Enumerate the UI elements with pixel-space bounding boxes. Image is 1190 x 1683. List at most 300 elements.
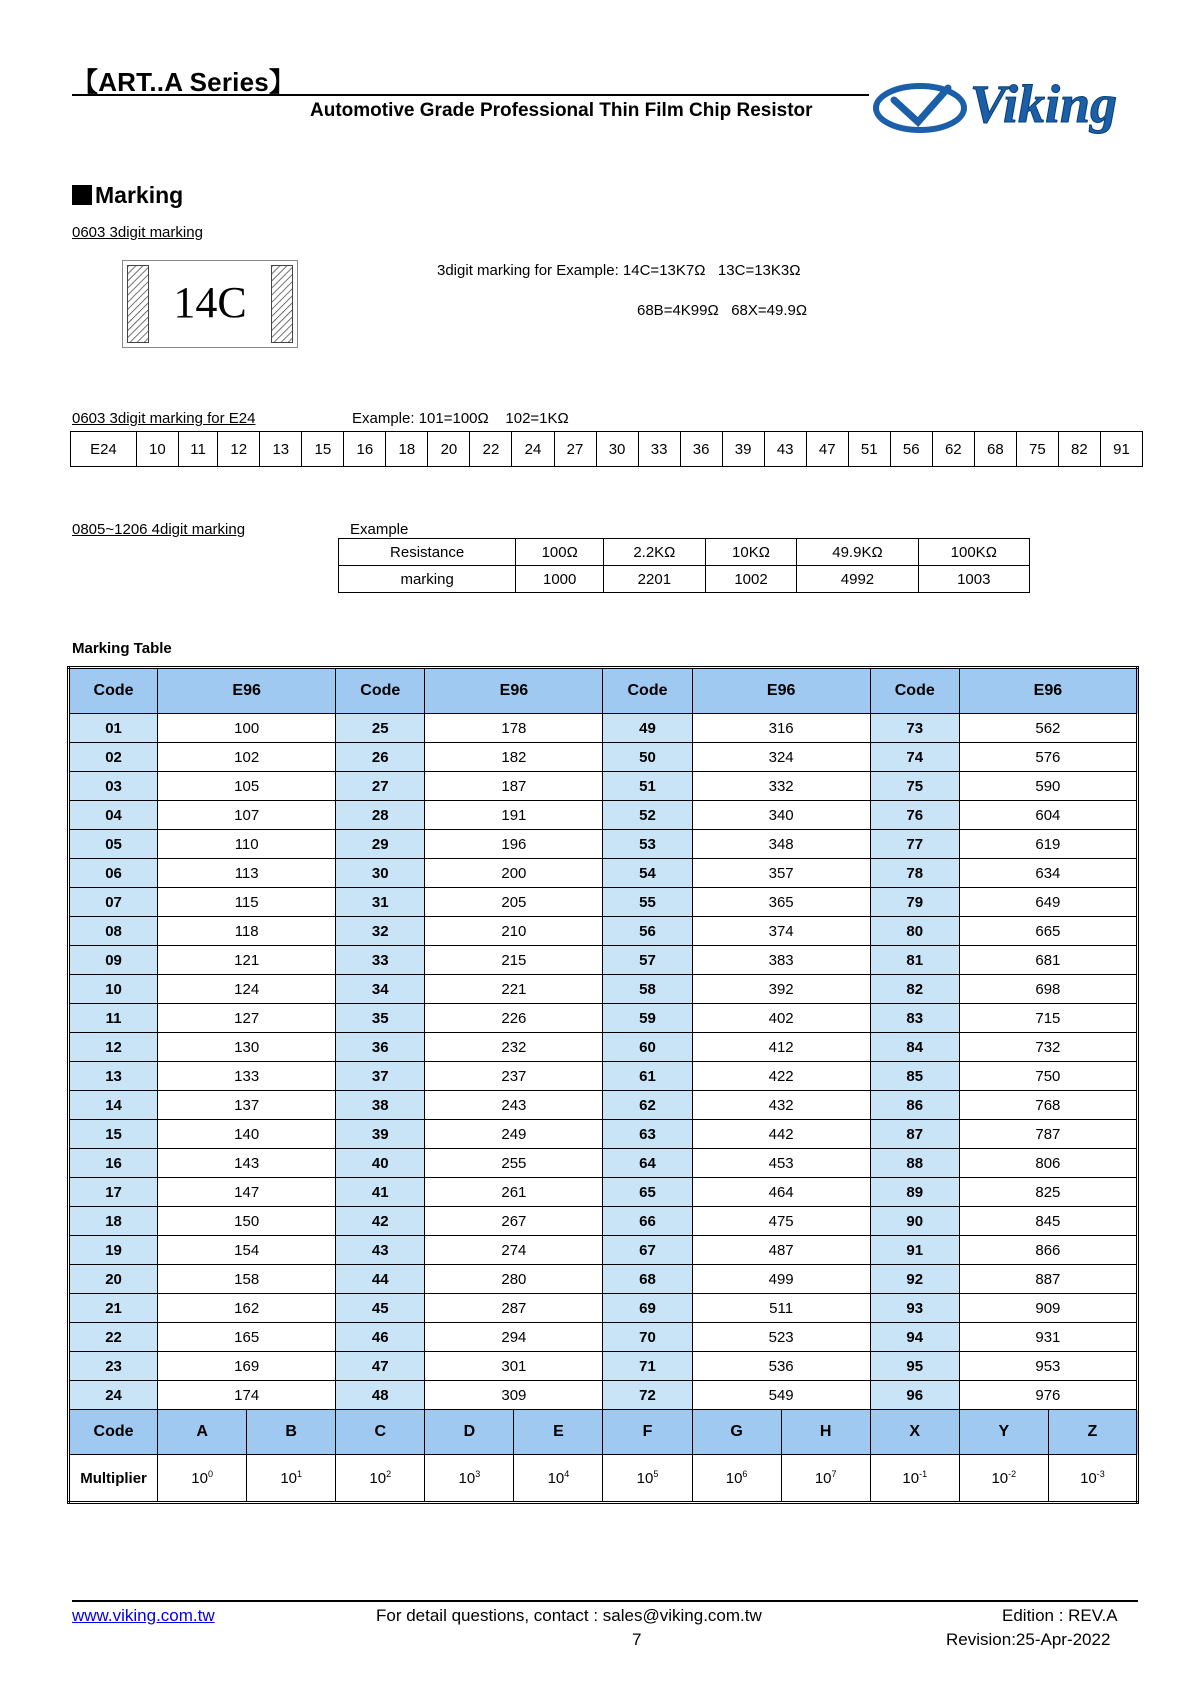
code-cell: 75	[870, 772, 959, 801]
e96-value-cell: 475	[692, 1207, 870, 1236]
e96-value-cell: 118	[158, 917, 336, 946]
code-cell: 69	[603, 1294, 692, 1323]
code-cell: 21	[69, 1294, 158, 1323]
e96-value-cell: 255	[425, 1149, 603, 1178]
code-cell: 08	[69, 917, 158, 946]
code-cell: 83	[870, 1004, 959, 1033]
e96-value-cell: 267	[425, 1207, 603, 1236]
e96-value-cell: 750	[959, 1062, 1137, 1091]
code-cell: 68	[603, 1265, 692, 1294]
label-e24-marking: 0603 3digit marking for E24	[72, 410, 256, 427]
code-cell: 30	[336, 859, 425, 888]
code-header: Code	[336, 668, 425, 714]
chip-code: 14C	[173, 278, 247, 327]
code-cell: 95	[870, 1352, 959, 1381]
code-header: Code	[69, 668, 158, 714]
e96-value-cell: 280	[425, 1265, 603, 1294]
code-cell: 73	[870, 714, 959, 743]
table-row	[69, 1294, 1138, 1323]
multiplier-base: 10	[547, 1470, 565, 1487]
e96-value-cell: 178	[425, 714, 603, 743]
e24-value-cell: 20	[428, 432, 470, 467]
website-link[interactable]: www.viking.com.tw	[72, 1606, 215, 1625]
e96-value-cell: 392	[692, 975, 870, 1004]
multiplier-exponent: -3	[1096, 1469, 1105, 1479]
document-subtitle: Automotive Grade Professional Thin Film Chip Resistor	[310, 100, 813, 121]
e24-value-cell: 39	[722, 432, 764, 467]
code-cell: 76	[870, 801, 959, 830]
e96-value-cell: 249	[425, 1120, 603, 1149]
e96-header: E96	[158, 668, 336, 714]
code-cell: 47	[336, 1352, 425, 1381]
code-cell: 50	[603, 743, 692, 772]
e96-value-cell: 374	[692, 917, 870, 946]
e96-value-cell: 113	[158, 859, 336, 888]
code-cell: 54	[603, 859, 692, 888]
code-cell: 67	[603, 1236, 692, 1265]
code-cell: 01	[69, 714, 158, 743]
e96-value-cell: 205	[425, 888, 603, 917]
code-cell: 59	[603, 1004, 692, 1033]
e96-value-cell: 232	[425, 1033, 603, 1062]
resistance-cell: 2.2KΩ	[604, 539, 706, 566]
e96-value-cell: 150	[158, 1207, 336, 1236]
code-cell: 62	[603, 1091, 692, 1120]
code-cell: 63	[603, 1120, 692, 1149]
multiplier-code-cell: G	[692, 1410, 781, 1455]
e96-value-cell: 261	[425, 1178, 603, 1207]
multiplier-exponent: 0	[207, 1469, 213, 1479]
e96-value-cell: 768	[959, 1091, 1137, 1120]
e24-value-cell: 43	[764, 432, 806, 467]
table-row	[69, 830, 1138, 859]
resistance-cell: 100Ω	[516, 539, 604, 566]
code-cell: 72	[603, 1381, 692, 1410]
code-cell: 04	[69, 801, 158, 830]
multiplier-value-cell	[1048, 1455, 1137, 1503]
e24-value-cell: 13	[260, 432, 302, 467]
e96-value-cell: 133	[158, 1062, 336, 1091]
e96-value-cell: 154	[158, 1236, 336, 1265]
e24-header-cell: E24	[71, 432, 137, 467]
code-cell: 28	[336, 801, 425, 830]
e96-value-cell: 332	[692, 772, 870, 801]
e96-value-cell: 143	[158, 1149, 336, 1178]
e96-value-cell: 590	[959, 772, 1137, 801]
e96-value-cell: 931	[959, 1323, 1137, 1352]
e96-value-cell: 237	[425, 1062, 603, 1091]
multiplier-value-cell	[870, 1455, 959, 1503]
multiplier-code-cell: X	[870, 1410, 959, 1455]
table-row	[69, 801, 1138, 830]
e96-value-cell: 383	[692, 946, 870, 975]
e24-value-cell: 51	[848, 432, 890, 467]
square-bullet-icon	[72, 185, 92, 205]
e96-value-cell: 107	[158, 801, 336, 830]
marking-cell: 1002	[705, 566, 797, 593]
table-row	[69, 714, 1138, 743]
code-cell: 42	[336, 1207, 425, 1236]
marking-cell: 1000	[516, 566, 604, 593]
e96-value-cell: 442	[692, 1120, 870, 1149]
code-cell: 77	[870, 830, 959, 859]
e96-value-cell: 105	[158, 772, 336, 801]
marking-table	[67, 666, 1139, 1504]
code-cell: 34	[336, 975, 425, 1004]
code-cell: 51	[603, 772, 692, 801]
multiplier-code-cell: E	[514, 1410, 603, 1455]
e24-value-cell: 22	[470, 432, 512, 467]
table-row	[69, 946, 1138, 975]
multiplier-code-row	[69, 1410, 1138, 1455]
code-cell: 71	[603, 1352, 692, 1381]
code-cell: 03	[69, 772, 158, 801]
code-cell: 88	[870, 1149, 959, 1178]
code-cell: 12	[69, 1033, 158, 1062]
table-row	[69, 1033, 1138, 1062]
e96-value-cell: 487	[692, 1236, 870, 1265]
label-4digit-marking: 0805~1206 4digit marking	[72, 521, 246, 538]
e96-value-cell: 464	[692, 1178, 870, 1207]
code-cell: 55	[603, 888, 692, 917]
table-row	[69, 1236, 1138, 1265]
code-cell: 61	[603, 1062, 692, 1091]
e24-value-cell: 12	[218, 432, 260, 467]
multiplier-base: 10	[191, 1470, 208, 1487]
e96-value-cell: 402	[692, 1004, 870, 1033]
multiplier-code-cell: Y	[959, 1410, 1048, 1455]
e96-value-cell: 576	[959, 743, 1137, 772]
section-title	[72, 182, 183, 209]
e96-value-cell: 324	[692, 743, 870, 772]
series-title: 【ART..A Series】	[72, 67, 296, 97]
code-cell: 20	[69, 1265, 158, 1294]
example-4digit-table	[338, 538, 1030, 593]
e96-value-cell: 169	[158, 1352, 336, 1381]
code-cell: 94	[870, 1323, 959, 1352]
resistance-cell: 100KΩ	[918, 539, 1029, 566]
table-row	[69, 888, 1138, 917]
multiplier-base: 10	[991, 1470, 1009, 1487]
multiplier-value-cell	[781, 1455, 870, 1503]
code-cell: 27	[336, 772, 425, 801]
table-row	[69, 772, 1138, 801]
code-cell: 64	[603, 1149, 692, 1178]
e96-value-cell: 845	[959, 1207, 1137, 1236]
table-row	[69, 917, 1138, 946]
e24-value-cell: 36	[680, 432, 722, 467]
code-cell: 58	[603, 975, 692, 1004]
revision: Revision:25-Apr-2022	[946, 1630, 1111, 1649]
code-cell: 06	[69, 859, 158, 888]
e96-value-cell: 681	[959, 946, 1137, 975]
example-4digit-label: Example	[350, 521, 409, 538]
e96-value-cell: 137	[158, 1091, 336, 1120]
e96-value-cell: 121	[158, 946, 336, 975]
e96-value-cell: 174	[158, 1381, 336, 1410]
section-title-text: Marking	[95, 182, 184, 208]
code-cell: 37	[336, 1062, 425, 1091]
code-cell: 43	[336, 1236, 425, 1265]
marking-cell: 1003	[918, 566, 1029, 593]
e96-value-cell: 100	[158, 714, 336, 743]
e96-value-cell: 453	[692, 1149, 870, 1178]
e96-value-cell: 200	[425, 859, 603, 888]
code-cell: 16	[69, 1149, 158, 1178]
e24-value-cell: 82	[1058, 432, 1100, 467]
table-row	[69, 1004, 1138, 1033]
table-row	[69, 975, 1138, 1004]
multiplier-exponent: 3	[475, 1469, 481, 1479]
code-cell: 10	[69, 975, 158, 1004]
code-cell: 17	[69, 1178, 158, 1207]
e96-value-cell: 294	[425, 1323, 603, 1352]
multiplier-value-cell	[158, 1455, 247, 1503]
e24-value-cell: 47	[806, 432, 848, 467]
e96-value-cell: 604	[959, 801, 1137, 830]
code-cell: 70	[603, 1323, 692, 1352]
e24-value-cell: 30	[596, 432, 638, 467]
label-3digit-marking: 0603 3digit marking	[72, 224, 203, 241]
table-row	[69, 743, 1138, 772]
code-cell: 11	[69, 1004, 158, 1033]
code-cell: 39	[336, 1120, 425, 1149]
code-cell: 05	[69, 830, 158, 859]
multiplier-code-cell: D	[425, 1410, 514, 1455]
e96-value-cell: 196	[425, 830, 603, 859]
viking-logo	[872, 70, 1142, 140]
e96-value-cell: 365	[692, 888, 870, 917]
e96-value-cell: 787	[959, 1120, 1137, 1149]
multiplier-value-cell	[692, 1455, 781, 1503]
e96-value-cell: 665	[959, 917, 1137, 946]
multiplier-exponent: 7	[831, 1469, 837, 1479]
e96-value-cell: 182	[425, 743, 603, 772]
multiplier-value-cell	[425, 1455, 514, 1503]
code-cell: 81	[870, 946, 959, 975]
multiplier-code-header: Code	[69, 1410, 158, 1455]
table-row	[69, 1381, 1138, 1410]
e96-value-cell: 301	[425, 1352, 603, 1381]
code-cell: 38	[336, 1091, 425, 1120]
multiplier-exponent: -1	[919, 1469, 928, 1479]
e24-value-cell: 91	[1100, 432, 1142, 467]
multiplier-header: Multiplier	[69, 1455, 158, 1503]
e96-value-cell: 191	[425, 801, 603, 830]
e96-value-cell: 187	[425, 772, 603, 801]
multiplier-base: 10	[1080, 1470, 1097, 1487]
code-cell: 92	[870, 1265, 959, 1294]
multiplier-exponent: 6	[742, 1469, 748, 1479]
e96-value-cell: 130	[158, 1033, 336, 1062]
e96-value-cell: 715	[959, 1004, 1137, 1033]
e96-value-cell: 226	[425, 1004, 603, 1033]
e24-value-cell: 10	[136, 432, 178, 467]
e96-value-cell: 866	[959, 1236, 1137, 1265]
e96-value-cell: 115	[158, 888, 336, 917]
e96-value-cell: 536	[692, 1352, 870, 1381]
e96-value-cell: 634	[959, 859, 1137, 888]
code-cell: 89	[870, 1178, 959, 1207]
e96-value-cell: 221	[425, 975, 603, 1004]
code-cell: 57	[603, 946, 692, 975]
code-cell: 46	[336, 1323, 425, 1352]
e24-value-cell: 18	[386, 432, 428, 467]
code-cell: 19	[69, 1236, 158, 1265]
code-cell: 93	[870, 1294, 959, 1323]
table-row	[69, 1323, 1138, 1352]
code-cell: 24	[69, 1381, 158, 1410]
code-cell: 07	[69, 888, 158, 917]
code-cell: 85	[870, 1062, 959, 1091]
e96-value-cell: 806	[959, 1149, 1137, 1178]
e96-value-cell: 165	[158, 1323, 336, 1352]
example-3digit-line1: 3digit marking for Example: 14C=13K7Ω 13C=13K3Ω	[437, 262, 801, 279]
multiplier-value-cell	[959, 1455, 1048, 1503]
footer-contact: For detail questions, contact : sales@viking.com.tw	[376, 1606, 762, 1625]
e96-value-cell: 340	[692, 801, 870, 830]
code-cell: 84	[870, 1033, 959, 1062]
code-cell: 66	[603, 1207, 692, 1236]
code-cell: 02	[69, 743, 158, 772]
code-cell: 60	[603, 1033, 692, 1062]
multiplier-code-cell: F	[603, 1410, 692, 1455]
table-row	[69, 1178, 1138, 1207]
e96-value-cell: 887	[959, 1265, 1137, 1294]
multiplier-exponent: 2	[386, 1469, 392, 1479]
e96-value-cell: 619	[959, 830, 1137, 859]
e24-row	[71, 432, 1143, 467]
table-row	[69, 1062, 1138, 1091]
e96-value-cell: 825	[959, 1178, 1137, 1207]
code-cell: 80	[870, 917, 959, 946]
e96-value-cell: 562	[959, 714, 1137, 743]
resistance-row	[339, 539, 1030, 566]
code-cell: 14	[69, 1091, 158, 1120]
e96-value-cell: 909	[959, 1294, 1137, 1323]
code-cell: 52	[603, 801, 692, 830]
table-row	[69, 1091, 1138, 1120]
multiplier-exponent: -2	[1008, 1469, 1017, 1479]
multiplier-exponent: 1	[297, 1469, 303, 1479]
e96-value-cell: 523	[692, 1323, 870, 1352]
e96-value-cell: 309	[425, 1381, 603, 1410]
e96-value-cell: 274	[425, 1236, 603, 1265]
code-cell: 87	[870, 1120, 959, 1149]
code-cell: 53	[603, 830, 692, 859]
e96-value-cell: 511	[692, 1294, 870, 1323]
code-cell: 40	[336, 1149, 425, 1178]
multiplier-value-cell	[514, 1455, 603, 1503]
code-cell: 90	[870, 1207, 959, 1236]
e96-value-cell: 348	[692, 830, 870, 859]
e96-value-cell: 412	[692, 1033, 870, 1062]
code-cell: 45	[336, 1294, 425, 1323]
code-cell: 31	[336, 888, 425, 917]
table-row	[69, 859, 1138, 888]
e96-value-cell: 698	[959, 975, 1137, 1004]
multiplier-base: 10	[725, 1470, 743, 1487]
example-3digit-line2: 68B=4K99Ω 68X=49.9Ω	[637, 302, 808, 319]
code-cell: 78	[870, 859, 959, 888]
viking-logo-icon	[876, 86, 964, 130]
e24-value-cell: 68	[974, 432, 1016, 467]
multiplier-exponent: 4	[564, 1469, 570, 1479]
e96-value-cell: 162	[158, 1294, 336, 1323]
code-cell: 23	[69, 1352, 158, 1381]
multiplier-base: 10	[280, 1470, 298, 1487]
marking-cell: 4992	[797, 566, 918, 593]
multiplier-code-cell: Z	[1048, 1410, 1137, 1455]
e96-value-cell: 953	[959, 1352, 1137, 1381]
e24-value-cell: 27	[554, 432, 596, 467]
code-cell: 41	[336, 1178, 425, 1207]
multiplier-code-cell: B	[247, 1410, 336, 1455]
marking-cell: 2201	[604, 566, 706, 593]
multiplier-exponent: 5	[653, 1469, 659, 1479]
e96-value-cell: 147	[158, 1178, 336, 1207]
e96-value-cell: 287	[425, 1294, 603, 1323]
footer-rule	[72, 1600, 1138, 1602]
e96-header: E96	[692, 668, 870, 714]
code-cell: 36	[336, 1033, 425, 1062]
code-cell: 79	[870, 888, 959, 917]
resistance-cell: 10KΩ	[705, 539, 797, 566]
e96-value-cell: 357	[692, 859, 870, 888]
code-cell: 86	[870, 1091, 959, 1120]
resistance-header: Resistance	[339, 539, 516, 566]
multiplier-code-cell: H	[781, 1410, 870, 1455]
multiplier-base: 10	[369, 1470, 387, 1487]
code-header: Code	[870, 668, 959, 714]
code-cell: 15	[69, 1120, 158, 1149]
e96-value-cell: 649	[959, 888, 1137, 917]
code-cell: 48	[336, 1381, 425, 1410]
code-cell: 65	[603, 1178, 692, 1207]
e96-value-cell: 549	[692, 1381, 870, 1410]
table-row	[69, 1265, 1138, 1294]
e24-value-cell: 56	[890, 432, 932, 467]
code-cell: 09	[69, 946, 158, 975]
e24-value-cell: 33	[638, 432, 680, 467]
table-row	[69, 1149, 1138, 1178]
e24-value-cell: 15	[302, 432, 344, 467]
code-cell: 13	[69, 1062, 158, 1091]
e24-value-cell: 11	[178, 432, 217, 467]
multiplier-value-cell	[247, 1455, 336, 1503]
chip-illustration	[122, 260, 298, 348]
e96-value-cell: 215	[425, 946, 603, 975]
code-cell: 32	[336, 917, 425, 946]
e96-header: E96	[959, 668, 1137, 714]
viking-logo-text: Viking	[970, 74, 1118, 134]
e96-value-cell: 499	[692, 1265, 870, 1294]
code-cell: 44	[336, 1265, 425, 1294]
marking-table-label: Marking Table	[72, 640, 172, 657]
e96-value-cell: 110	[158, 830, 336, 859]
multiplier-base: 10	[458, 1470, 476, 1487]
e96-value-cell: 316	[692, 714, 870, 743]
e96-value-cell: 243	[425, 1091, 603, 1120]
multiplier-base: 10	[902, 1470, 920, 1487]
table-row	[69, 1352, 1138, 1381]
e96-value-cell: 124	[158, 975, 336, 1004]
code-header: Code	[603, 668, 692, 714]
table-row	[69, 1207, 1138, 1236]
edition: Edition : REV.A	[1002, 1606, 1118, 1625]
table-row	[69, 1120, 1138, 1149]
code-cell: 25	[336, 714, 425, 743]
